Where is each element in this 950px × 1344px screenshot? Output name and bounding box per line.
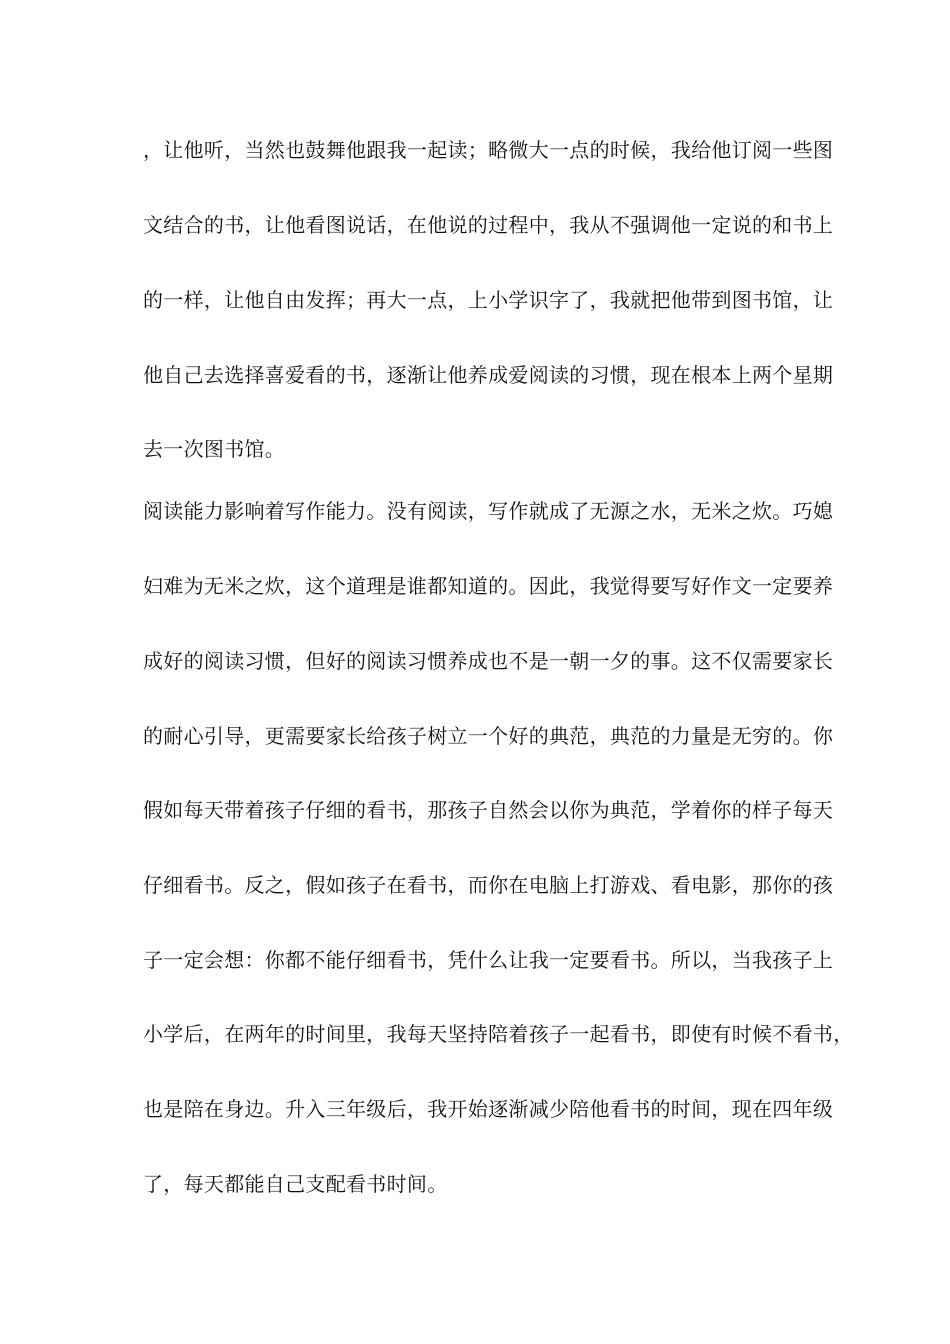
text-line-1: ，让他听，当然也鼓舞他跟我一起读；略微大一点的时候，我给他订阅一些图: [143, 138, 834, 162]
text-line-6: 阅读能力影响着写作能力。没有阅读，写作就成了无源之水，无米之炊。巧媳: [143, 499, 834, 523]
text-line-3: 的一样，让他自由发挥；再大一点，上小学识字了，我就把他带到图书馆，让: [143, 288, 834, 312]
text-line-4: 他自己去选择喜爱看的书，逐渐让他养成爱阅读的习惯，现在根本上两个星期: [143, 363, 834, 387]
text-line-12: 子一定会想：你都不能仔细看书，凭什么让我一定要看书。所以，当我孩子上: [143, 948, 834, 972]
text-line-13: 小学后，在两年的时间里，我每天坚持陪着孩子一起看书，即使有时候不看书，: [143, 1022, 854, 1046]
text-line-15: 了，每天都能自己支配看书时间。: [143, 1172, 448, 1196]
text-line-7: 妇难为无米之炊，这个道理是谁都知道的。因此，我觉得要写好作文一定要养: [143, 574, 834, 598]
text-line-8: 成好的阅读习惯，但好的阅读习惯养成也不是一朝一夕的事。这不仅需要家长: [143, 649, 834, 673]
text-line-2: 文结合的书，让他看图说话，在他说的过程中，我从不强调他一定说的和书上: [143, 213, 834, 237]
text-line-5: 去一次图书馆。: [143, 437, 286, 461]
text-line-9: 的耐心引导，更需要家长给孩子树立一个好的典范，典范的力量是无穷的。你: [143, 724, 834, 748]
text-line-14: 也是陪在身边。升入三年级后，我开始逐渐减少陪他看书的时间，现在四年级: [143, 1097, 834, 1121]
text-line-10: 假如每天带着孩子仔细的看书，那孩子自然会以你为典范，学着你的样子每天: [143, 798, 834, 822]
text-line-11: 仔细看书。反之，假如孩子在看书，而你在电脑上打游戏、看电影，那你的孩: [143, 873, 834, 897]
